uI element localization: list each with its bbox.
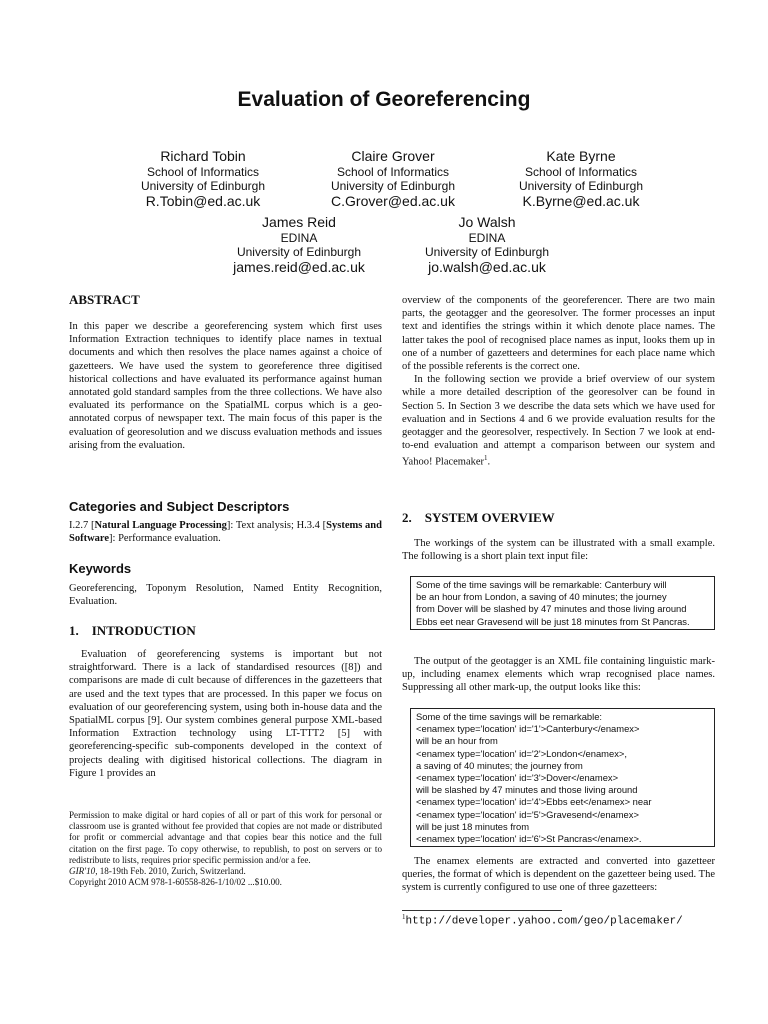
example-line: from Dover will be slashed by 47 minutes and those living around [416, 603, 687, 615]
copyright-line: Copyright 2010 ACM 978-1-60558-826-1/10/02 ...$10.00. [69, 877, 282, 888]
introduction-body [69, 648, 382, 780]
author-email[interactable]: R.Tobin@ed.ac.uk [145, 193, 261, 209]
author-department: School of Informatics [336, 165, 450, 179]
xml-line: <enamex type='location' id='3'>Dover</enamex> [416, 772, 619, 784]
geotagger-output-text: The output of the geotagger is an XML file containing linguistic mark-up, including enamex elements which wrap recognised place names. Suppressing all other mark-up, the output looks like this: [402, 656, 715, 694]
keywords-body [69, 582, 382, 608]
system-overview-heading: 2. SYSTEM OVERVIEW [402, 510, 555, 525]
xml-line: will be an hour from [416, 735, 498, 747]
keywords-text: Georeferencing, Toponym Resolution, Named Entity Recognition, Evaluation. [69, 583, 382, 608]
author-block [103, 148, 303, 209]
keywords-heading: Keywords [69, 561, 132, 576]
footnote-url[interactable]: http://developer.yahoo.com/geo/placemaker/ [405, 915, 683, 928]
plain-text-example-box [410, 576, 715, 630]
author-name: James Reid [262, 214, 336, 230]
permission-text: Permission to make digital or hard copies of all or part of this work for personal or classroom use is granted without fee provided that copies are not made or distributed for profit or commercial advantage and that copies bear this notice and the full citation on the first page. To copy otherwise, to republish, to post on servers or to redistribute to lists, requires prior specific permission and/or a fee. [69, 810, 382, 865]
system-overview-text: The workings of the system can be illustrated with a small example. The following is a short plain text input file: [402, 538, 715, 563]
author-institution: University of Edinburgh [236, 245, 362, 259]
author-department: EDINA [280, 231, 318, 245]
author-institution: University of Edinburgh [330, 179, 456, 193]
footnote-number: 1 [402, 913, 406, 921]
author-institution: University of Edinburgh [518, 179, 644, 193]
overview-paragraph: overview of the components of the georeferencer. There are two main parts, the geotagger and the georesolver. The former processes an input text and identifies the strings within it which denote place names. The latter takes the pool of recognised place names as input, looks them up in one of a number of gazetteers and determines for each place name which of the possible referents is the correct one. [402, 295, 715, 373]
categories-heading: Categories and Subject Descriptors [69, 499, 290, 514]
author-name: Richard Tobin [160, 148, 246, 164]
xml-line: <enamex type='location' id='1'>Canterbury</enamex> [416, 723, 640, 735]
author-email[interactable]: james.reid@ed.ac.uk [233, 259, 365, 275]
author-email[interactable]: C.Grover@ed.ac.uk [331, 193, 455, 209]
footnote [402, 913, 683, 928]
xml-line: <enamex type='location' id='4'>Ebbs eet</enamex> near [416, 796, 652, 808]
abstract-text: In this paper we describe a georeferencing system which first uses Information Extraction techniques to identify place names in textual documents and which then resolves the place names against a choice of gazetteers. We have used the system to georeference three digitised historical collections and have evaluated its performance against human annotated gold standard samples from the three collections. We have also evaluated its performance on the SpatialML corpus which is a geo-annotated corpus of newspaper text. The main focus of this paper is the evaluation of georesolution and we discuss evaluation methods and issues arising from the evaluation. [69, 321, 382, 451]
author-department: School of Informatics [146, 165, 260, 179]
categories-text: I.2.7 [Natural Language Processing]: Text analysis; H.3.4 [Systems and Software]: Performance evaluation. [69, 520, 382, 545]
xml-line: Some of the time savings will be remarkable: [416, 711, 603, 722]
paper-title: Evaluation of Georeferencing [237, 88, 531, 111]
right-column-intro [402, 294, 715, 469]
xml-line: will be just 18 minutes from [416, 820, 530, 832]
enamex-paragraph-block [402, 855, 715, 895]
introduction-heading: 1. INTRODUCTION [69, 623, 196, 638]
author-block [199, 214, 399, 275]
author-department: School of Informatics [524, 165, 638, 179]
xml-line: <enamex type='location' id='5'>Gravesend</enamex> [416, 808, 639, 820]
sections-paragraph: In the following section we provide a brief overview of our system while a more detailed description of the georesolver can be found in Section 5. In Section 3 we describe the data sets which we have used for evaluation and in Sections 4 and 6 we provide evaluation results for the geotagger and the georesolver, respectively. In Section 7 we look at end-to-end evaluation and attempt a comparison between our system and Yahoo! Placemaker$^1$. [402, 374, 715, 468]
xml-output-example-box [410, 708, 715, 847]
geotagger-output-intro [402, 655, 715, 695]
xml-line: <enamex type='location' id='2'>London</enamex>, [416, 747, 627, 759]
introduction-text: Evaluation of georeferencing systems is important but not straightforward. There is a lack of standardised resources ([8]) and comparisons are made di cult because of differences in the gazetteers that are used and the text types that are processed. In this paper we focus on evaluation of our georeferencing system, using both in-house data and the SpatialML corpus [9]. Our system combines general purpose XML-based Information Extraction technology using LT-TTT2 [5] with georeferencing-specific sub-components developed in the context of projects dealing with digitised historical collections. The diagram in Figure 1 provides an [69, 649, 382, 779]
enamex-paragraph: The enamex elements are extracted and converted into gazetteer queries, the format of which is dependent on the gazetteer being used. The system is currently configured to use one of three gazetteers: [402, 856, 715, 894]
author-block [293, 148, 493, 209]
venue-line: GIR'10, 18-19th Feb. 2010, Zurich, Switzerland. [69, 866, 246, 877]
author-name: Claire Grover [351, 148, 435, 164]
example-line: Some of the time savings will be remarkable: Canterbury will [416, 579, 667, 590]
author-institution: University of Edinburgh [424, 245, 550, 259]
author-institution: University of Edinburgh [140, 179, 266, 193]
abstract-heading: ABSTRACT [69, 292, 140, 307]
footnote-rule [402, 910, 562, 911]
system-overview-body [402, 537, 715, 563]
author-name: Jo Walsh [458, 214, 516, 230]
footnote-ref[interactable]: 1 [484, 454, 488, 463]
xml-line: will be slashed by 47 minutes and those living around [416, 784, 638, 796]
categories-body [69, 519, 382, 545]
author-email[interactable]: K.Byrne@ed.ac.uk [522, 193, 640, 209]
author-block [387, 214, 587, 275]
abstract-body [69, 320, 382, 452]
xml-line: <enamex type='location' id='6'>St Pancras</enamex>. [416, 833, 642, 845]
permission-notice [69, 810, 382, 888]
author-block [481, 148, 681, 209]
example-line: be an hour from London, a saving of 40 minutes; the journey [416, 591, 667, 603]
author-email[interactable]: jo.walsh@ed.ac.uk [428, 259, 546, 275]
xml-line: a saving of 40 minutes; the journey from [416, 759, 583, 771]
example-line: Ebbs eet near Gravesend will be just 18 minutes from St Pancras. [416, 615, 690, 627]
author-department: EDINA [468, 231, 506, 245]
author-name: Kate Byrne [546, 148, 616, 164]
